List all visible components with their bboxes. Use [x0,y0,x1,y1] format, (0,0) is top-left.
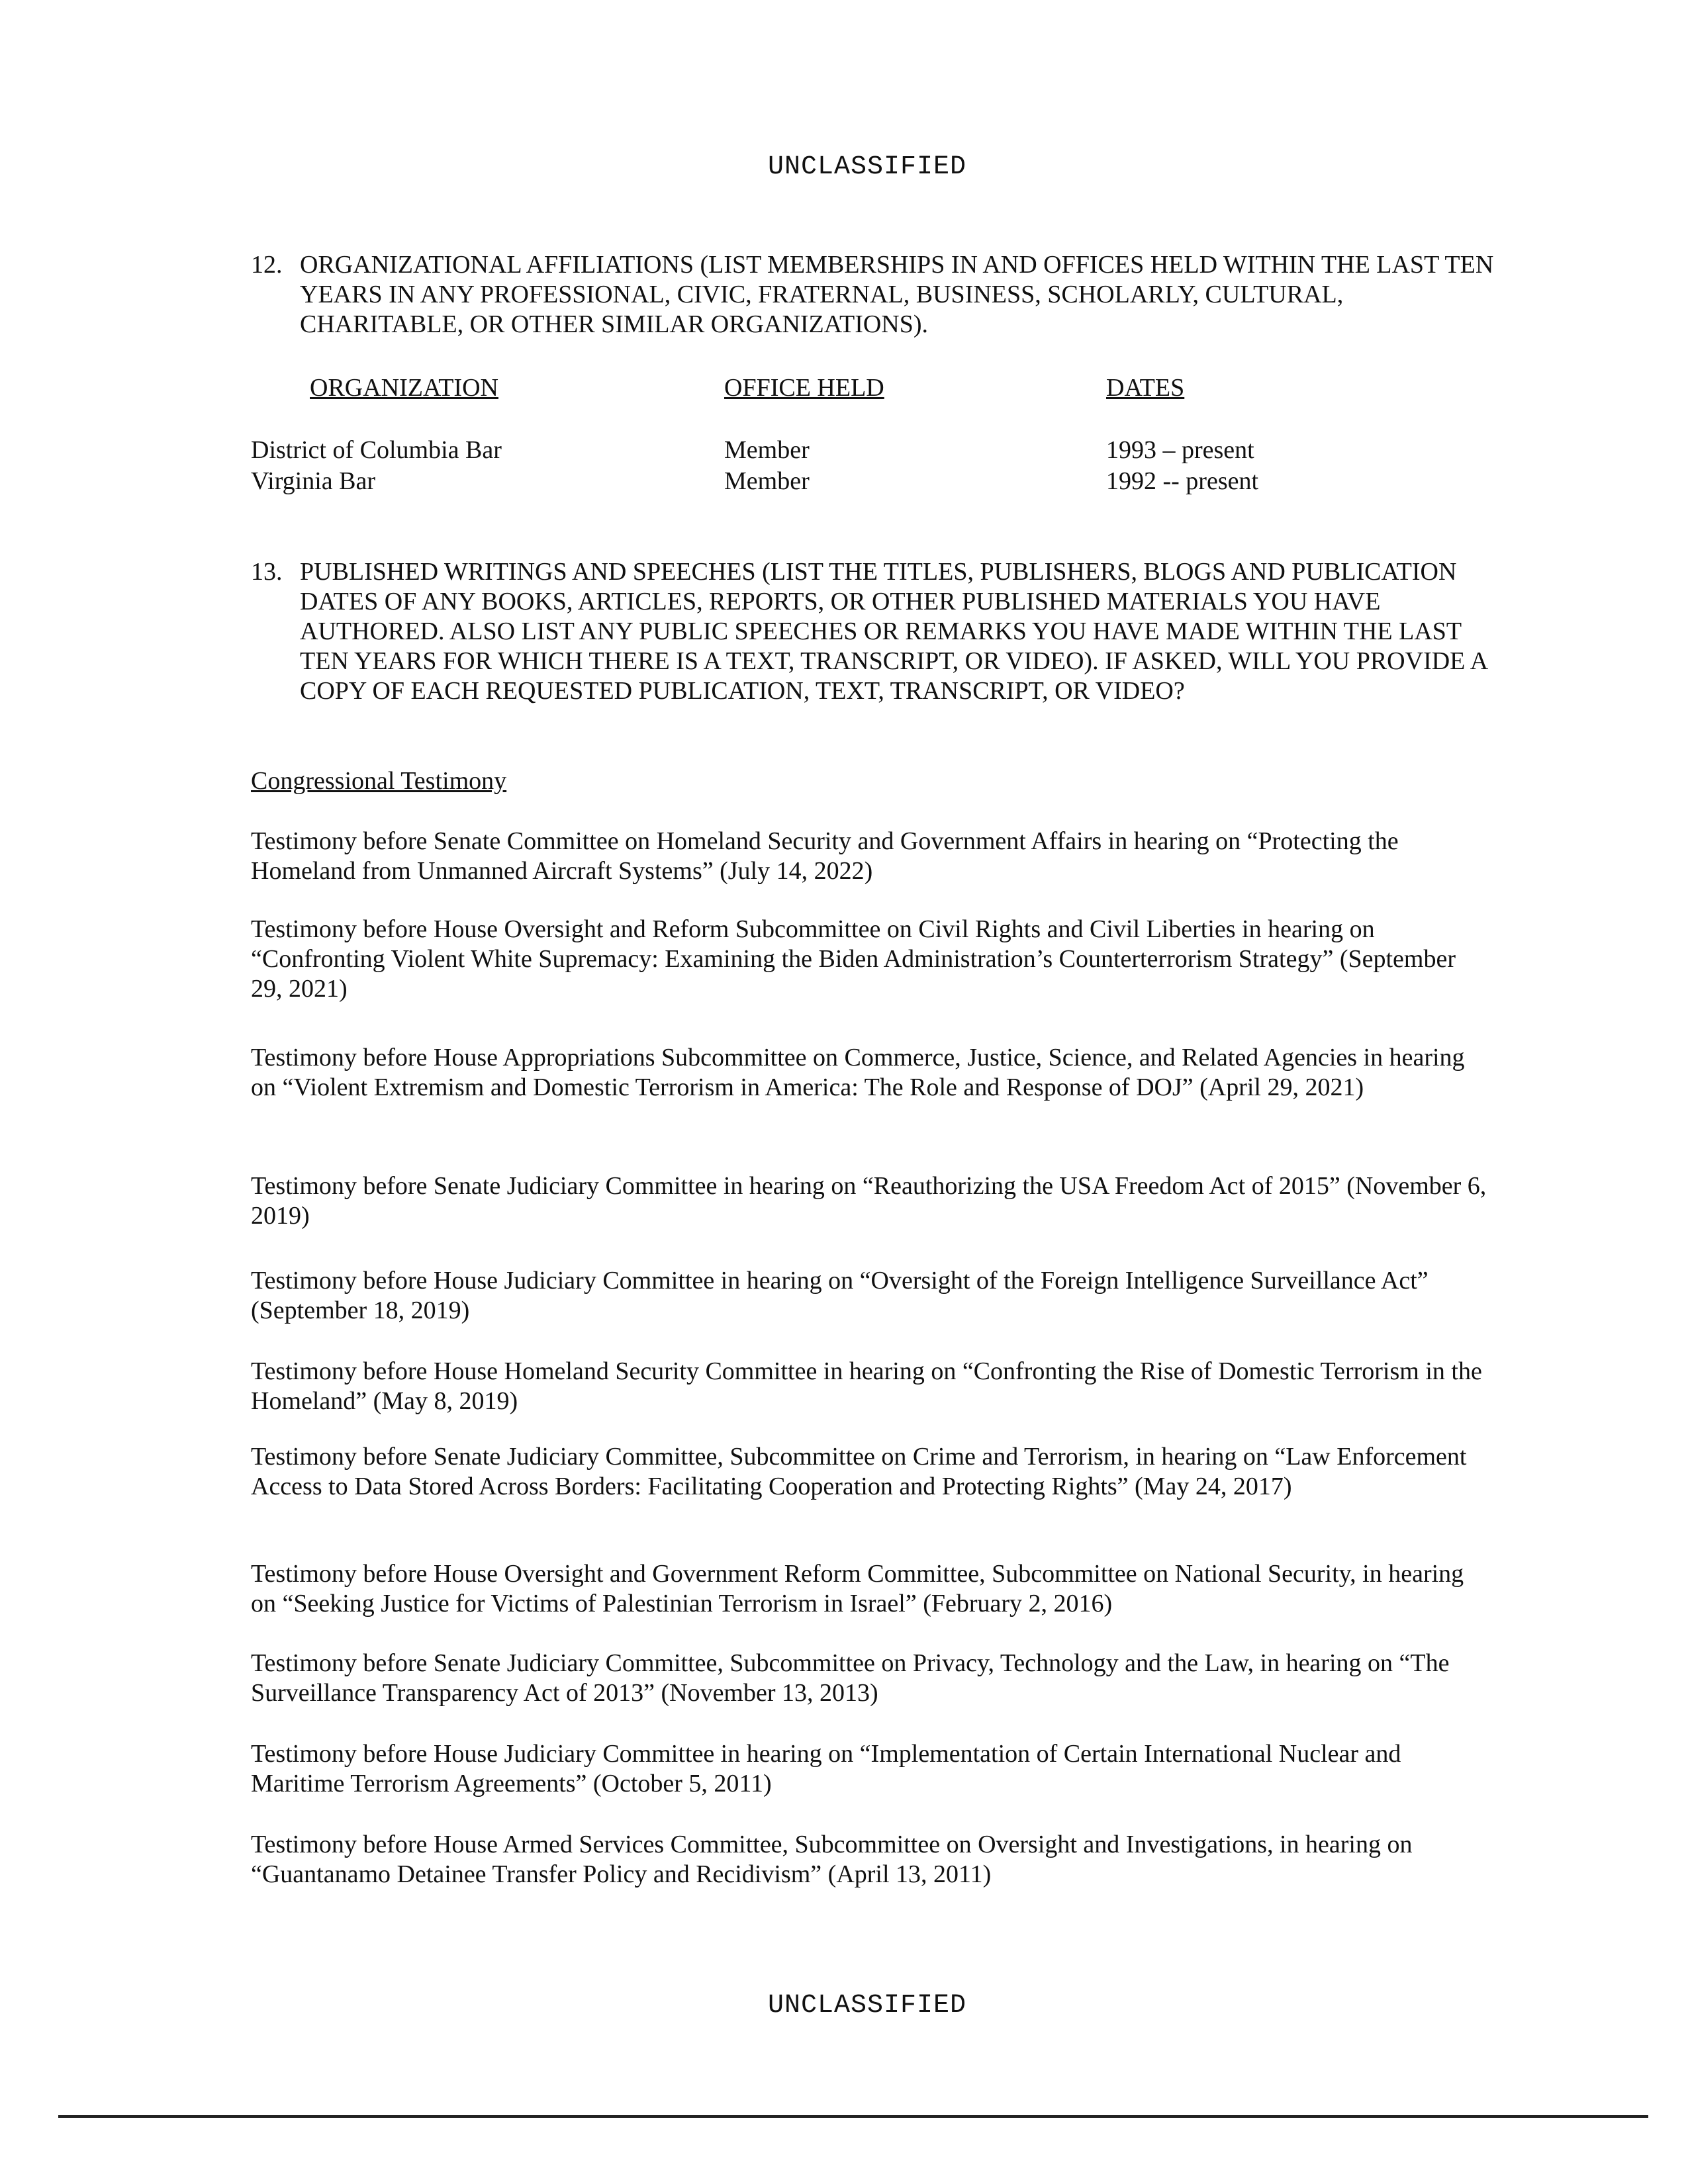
testimony-entry: Testimony before Senate Judiciary Committee, Subcommittee on Crime and Terrorism, in hearing on “Law Enforcement Access to Data Stored Across Borders: Facilitating Cooperation and Protecting Rights” (May 24, 2017) [251,1443,1467,1500]
testimony-entry: Testimony before Senate Judiciary Committee in hearing on “Reauthorizing the USA Freedom Act of 2015” (November 6, 2019) [251,1172,1487,1230]
footer-classification-marking: UNCLASSIFIED [767,1991,967,2021]
org-name: District of Columbia Bar [251,436,502,464]
column-header-organization: ORGANIZATION [310,374,498,402]
testimony-entry: Testimony before House Judiciary Committee in hearing on “Oversight of the Foreign Intelligence Surveillance Act” (September 18, 2019) [251,1267,1429,1324]
question-12-text: ORGANIZATIONAL AFFILIATIONS (LIST MEMBERSHIPS IN AND OFFICES HELD WITHIN THE LAST TEN YEARS IN ANY PROFESSIONAL, CIVIC, FRATERNAL, BUSINESS, SCHOLARLY, CULTURAL, CHARITABLE, OR OTHER SIMILAR ORGANIZATIONS). [300,251,1494,338]
column-header-office-held: OFFICE HELD [724,374,884,402]
testimony-entry: Testimony before House Armed Services Committee, Subcommittee on Oversight and Investigations, in hearing on “Guantanamo Detainee Transfer Policy and Recidivism” (April 13, 2011) [251,1831,1413,1888]
column-header-dates: DATES [1106,374,1185,402]
testimony-entry: Testimony before Senate Judiciary Committee, Subcommittee on Privacy, Technology and the Law, in hearing on “The Surveillance Transparency Act of 2013” (November 13, 2013) [251,1649,1450,1707]
section-title-congressional-testimony: Congressional Testimony [251,767,507,795]
testimony-entry: Testimony before House Homeland Security Committee in hearing on “Confronting the Rise of Domestic Terrorism in the Homeland” (May 8, 2019) [251,1357,1482,1415]
org-dates: 1993 – present [1106,436,1254,464]
question-12 [251,250,1495,340]
question-13 [251,557,1495,706]
testimony-entry: Testimony before House Oversight and Reform Subcommittee on Civil Rights and Civil Liberties in hearing on “Confronting Violent White Supremacy: Examining the Biden Administration’s Counterterrorism Strategy” (September 29, 2021) [251,915,1456,1003]
page-bottom-rule [58,2115,1648,2118]
org-name: Virginia Bar [251,467,376,495]
header-classification-marking: UNCLASSIFIED [767,152,967,182]
org-dates: 1992 -- present [1106,467,1259,495]
testimony-entry: Testimony before Senate Committee on Homeland Security and Government Affairs in hearing on “Protecting the Homeland from Unmanned Aircraft Systems” (July 14, 2022) [251,827,1399,885]
testimony-entry: Testimony before House Judiciary Committee in hearing on “Implementation of Certain International Nuclear and Maritime Terrorism Agreements” (October 5, 2011) [251,1740,1401,1797]
question-12-number: 12. [251,251,283,279]
org-office: Member [724,467,810,495]
org-office: Member [724,436,810,464]
question-13-text: PUBLISHED WRITINGS AND SPEECHES (LIST THE TITLES, PUBLISHERS, BLOGS AND PUBLICATION DATES OF ANY BOOKS, ARTICLES, REPORTS, OR OTHER PUBLISHED MATERIALS YOU HAVE AUTHORED. ALSO LIST ANY PUBLIC SPEECHES OR REMARKS YOU HAVE MADE WITHIN THE LAST TEN YEARS FOR WHICH THERE IS A TEXT, TRANSCRIPT, OR VIDEO). IF ASKED, WILL YOU PROVIDE A COPY OF EACH REQUESTED PUBLICATION, TEXT, TRANSCRIPT, OR VIDEO? [300,558,1487,705]
testimony-entry: Testimony before House Oversight and Government Reform Committee, Subcommittee on National Security, in hearing on “Seeking Justice for Victims of Palestinian Terrorism in Israel” (February 2, 2016) [251,1560,1464,1617]
testimony-entry: Testimony before House Appropriations Subcommittee on Commerce, Justice, Science, and Related Agencies in hearing on “Violent Extremism and Domestic Terrorism in America: The Role and Response of DOJ” (April 29, 2021) [251,1044,1465,1101]
question-13-number: 13. [251,558,283,586]
